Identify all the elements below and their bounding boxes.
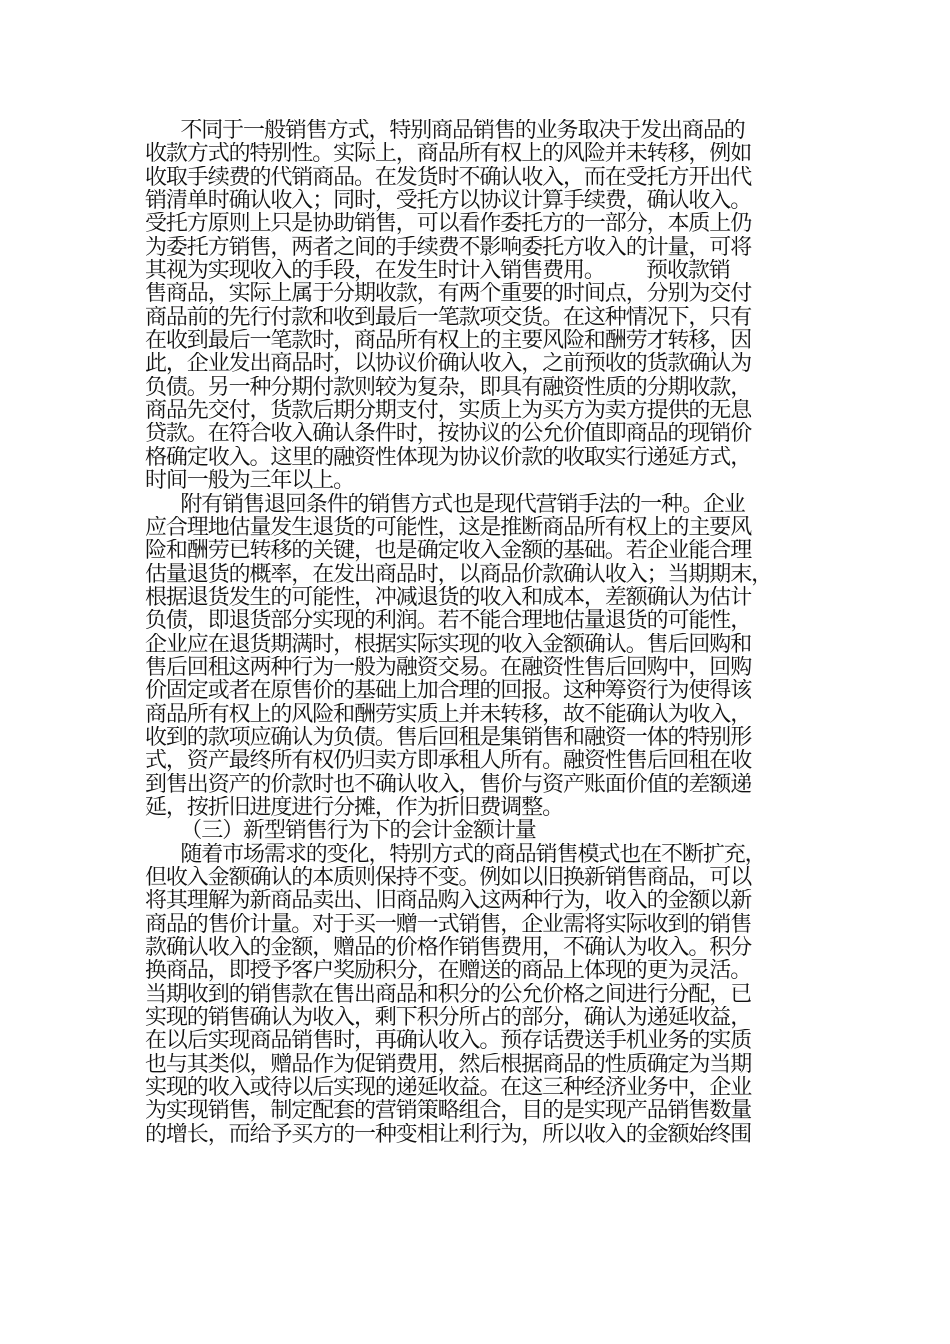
text-line: 的增长，而给予买方的一种变相让利行为，所以收入的金额始终围 — [145, 1122, 752, 1147]
text-line: 受托方原则上只是协助销售，可以看作委托方的一部分，本质上仍 — [145, 212, 752, 236]
section-heading: （三）新型销售行为下的会计金额计量 — [145, 819, 536, 843]
body-text — [145, 119, 815, 1146]
text-line: 收取手续费的代销商品。在发货时不确认收入，而在受托方开出代 — [145, 165, 752, 190]
text-line: 负债，即退货部分实现的利润。若不能合理地估量退货的可能性， — [145, 609, 752, 633]
text-line: 款确认收入的金额，赠品的价格作销售费用，不确认为收入。积分 — [145, 936, 752, 960]
text-line: 实现的销售确认为收入，剩下积分所占的部分，确认为递延收益， — [145, 1006, 752, 1030]
text-line: 负债。另一种分期付款则较为复杂，即具有融资性质的分期收款， — [145, 375, 752, 400]
text-line: 附有销售退回条件的销售方式也是现代营销手法的一种。企业 — [145, 492, 745, 516]
text-line: 销清单时确认收入；同时，受托方以协议计算手续费，确认收入。 — [145, 189, 752, 213]
text-line: 当期收到的销售款在售出商品和积分的公允价格之间进行分配，已 — [145, 982, 752, 1007]
text-line: 价固定或者在原售价的基础上加合理的回报。这种筹资行为使得该 — [145, 679, 752, 703]
text-line: 收到的款项应确认为负债。售后回租是集销售和融资一体的特别形 — [145, 725, 752, 750]
text-line: 为实现销售，制定配套的营销策略组合，目的是实现产品销售数量 — [145, 1099, 752, 1123]
text-line: 贷款。在符合收入确认条件时，按协议的公允价值即商品的现销价 — [145, 422, 752, 446]
text-line: 估量退货的概率，在发出商品时，以商品价款确认收入；当期期末， — [145, 562, 773, 586]
text-line: 收款方式的特别性。实际上，商品所有权上的风险并未转移，例如 — [145, 142, 752, 166]
text-line: 售后回租这两种行为一般为融资交易。在融资性售后回购中，回购 — [145, 655, 752, 680]
text-line: 商品先交付，货款后期分期支付，实质上为买方为卖方提供的无息 — [145, 399, 752, 423]
text-line: 实现的收入或待以后实现的递延收益。在这三种经济业务中，企业 — [145, 1076, 752, 1100]
text-line: 在收到最后一笔款时，商品所有权上的主要风险和酬劳才转移，因 — [145, 329, 752, 353]
text-line: 格确定收入。这里的融资性体现为协议价款的收取实行递延方式， — [145, 445, 752, 470]
text-line: 但收入金额确认的本质则保持不变。例如以旧换新销售商品，可以 — [145, 866, 752, 890]
text-line: 时间一般为三年以上。 — [145, 469, 355, 493]
text-line: 售商品，实际上属于分期收款，有两个重要的时间点，分别为交付 — [145, 282, 752, 306]
text-line: 应合理地估量发生退货的可能性，这是推断商品所有权上的主要风 — [145, 515, 752, 540]
text-line: 商品所有权上的风险和酬劳实质上并未转移，故不能确认为收入， — [145, 702, 752, 726]
text-line: 延，按折旧进度进行分摊，作为折旧费调整。 — [145, 795, 564, 820]
text-line: 换商品，即授予客户奖励积分，在赠送的商品上体现的更为灵活。 — [145, 959, 752, 983]
text-line: 此，企业发出商品时，以协议价确认收入，之前预收的货款确认为 — [145, 352, 752, 376]
text-line: 根据退货发生的可能性，冲减退货的收入和成本，差额确认为估计 — [145, 585, 752, 610]
text-line: 商品前的先行付款和收到最后一笔款项交货。在这种情况下，只有 — [145, 305, 752, 330]
text-line: 式，资产最终所有权仍归卖方即承租人所有。融资性售后回租在收 — [145, 749, 752, 773]
text-line: 为委托方销售，两者之间的手续费不影响委托方收入的计量，可将 — [145, 235, 752, 260]
text-line: 企业应在退货期满时，根据实际实现的收入金额确认。售后回购和 — [145, 632, 752, 656]
text-line: 随着市场需求的变化，特别方式的商品销售模式也在不断扩充， — [145, 842, 766, 866]
text-line: 将其理解为新商品卖出、旧商品购入这两种行为，收入的金额以新 — [145, 889, 752, 913]
text-line: 不同于一般销售方式，特别商品销售的业务取决于发出商品的 — [145, 119, 745, 143]
text-line: 到售出资产的价款时也不确认收入，售价与资产账面价值的差额递 — [145, 772, 752, 796]
text-line: 其视为实现收入的手段，在发生时计入销售费用。 预收款销 — [145, 259, 730, 283]
text-line: 商品的售价计量。对于买一赠一式销售，企业需将实际收到的销售 — [145, 912, 752, 937]
text-line: 也与其类似，赠品作为促销费用，然后根据商品的性质确定为当期 — [145, 1052, 752, 1077]
text-line: 险和酬劳已转移的关键，也是确定收入金额的基础。若企业能合理 — [145, 539, 752, 563]
text-line: 在以后实现商品销售时，再确认收入。预存话费送手机业务的实质 — [145, 1029, 752, 1053]
